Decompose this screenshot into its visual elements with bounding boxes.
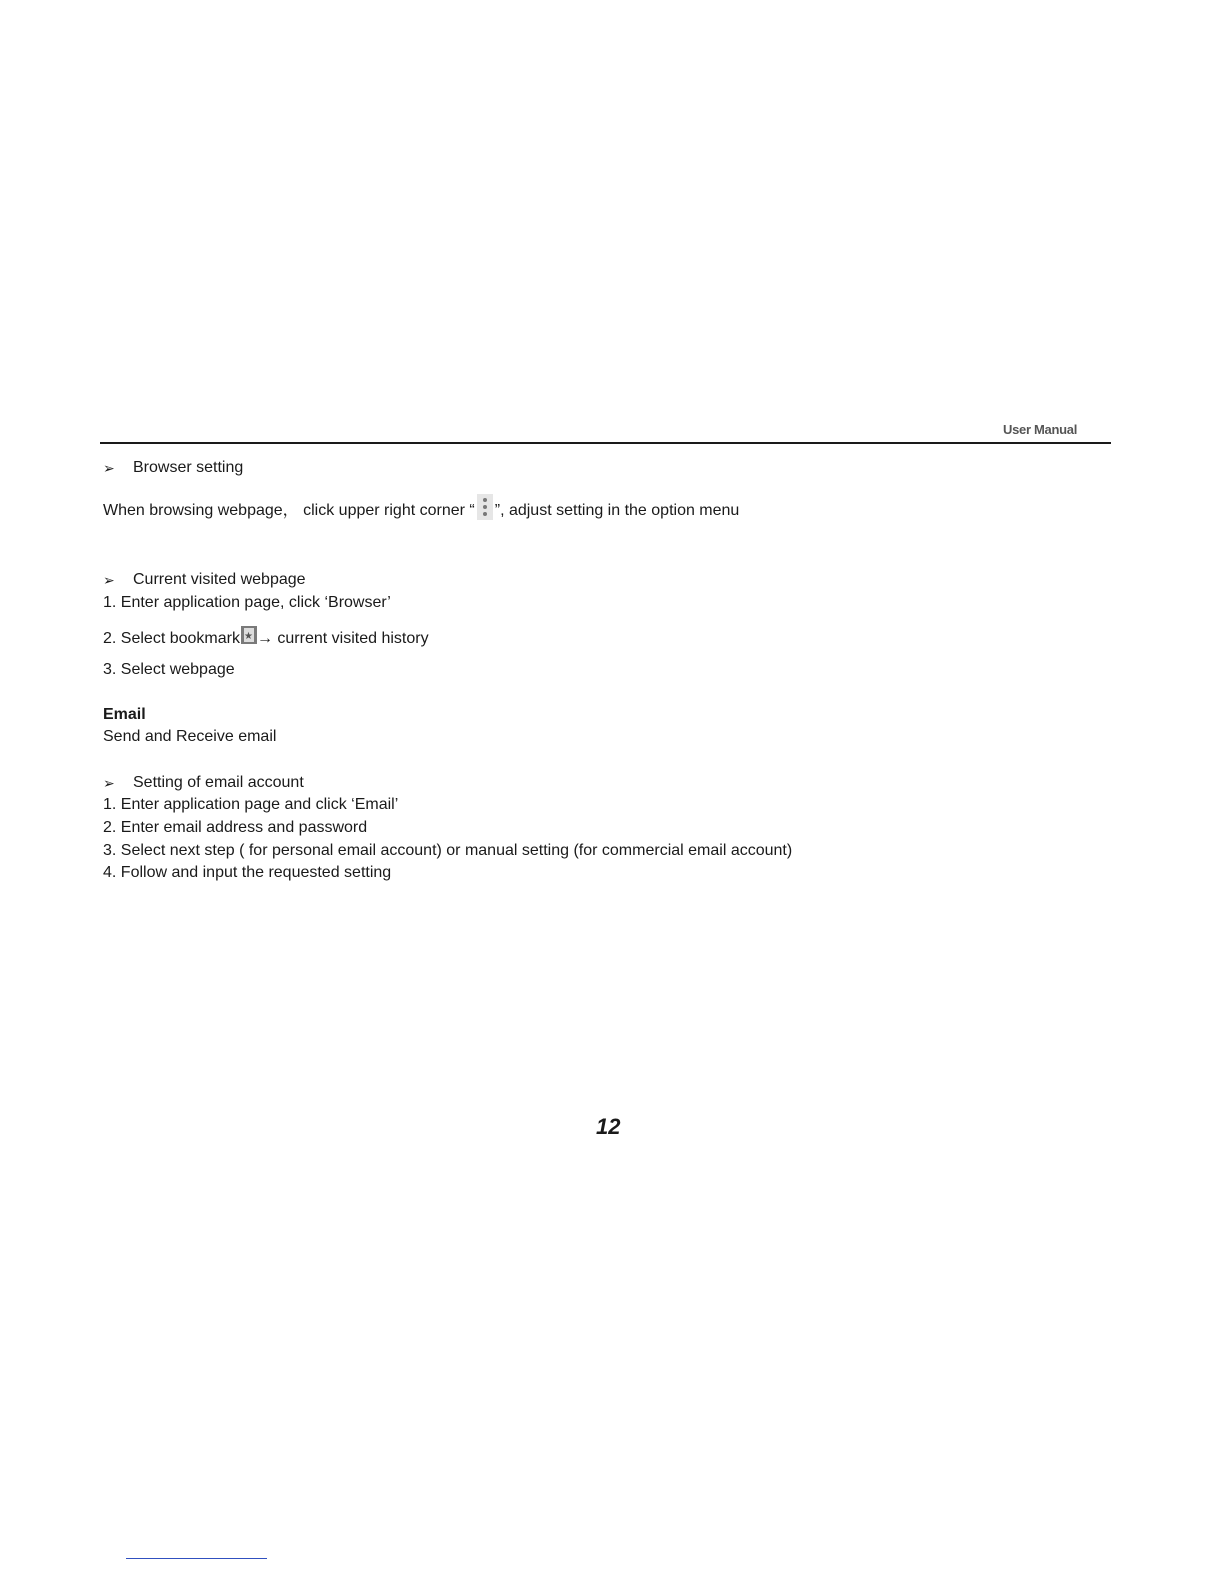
header-label: User Manual [1003, 422, 1078, 437]
step-3: 3. Select webpage [103, 661, 235, 678]
email-heading: Email [103, 706, 146, 723]
section-title: Setting of email account [133, 774, 304, 791]
email-step: 1. Enter application page and click ‘Email’ [103, 796, 399, 813]
page-number: 12 [596, 1114, 621, 1139]
footer-link-underline [126, 1558, 267, 1559]
step-1: 1. Enter application page, click ‘Browser’ [103, 594, 391, 611]
email-step: 2. Enter email address and password [103, 819, 368, 836]
section-browser-setting [103, 458, 243, 478]
bookmark-icon [241, 626, 257, 644]
email-subtitle: Send and Receive email [103, 728, 277, 745]
section-title: Browser setting [133, 459, 244, 476]
browser-setting-instruction [103, 498, 739, 524]
section-email-account [103, 773, 304, 793]
bullet-arrow-icon: ➢ [103, 775, 115, 791]
email-step: 3. Select next step ( for personal email account) or manual setting (for commercial email account) [103, 842, 793, 859]
section-current-visited [103, 570, 306, 590]
header-rule [100, 442, 1111, 444]
email-step: 4. Follow and input the requested setting [103, 864, 392, 881]
section-title: Current visited webpage [133, 571, 306, 588]
instruction-text-start: When browsing webpage， click upper right corner “ [103, 502, 475, 520]
step-2 [103, 629, 429, 649]
instruction-text-end: ”, adjust setting in the option menu [494, 502, 740, 520]
overflow-menu-icon [477, 494, 493, 520]
bullet-arrow-icon: ➢ [103, 572, 115, 588]
step-2-text-end: → current visited history [256, 630, 429, 647]
step-2-text: 2. Select bookmark [103, 630, 240, 647]
bullet-arrow-icon: ➢ [103, 460, 115, 476]
